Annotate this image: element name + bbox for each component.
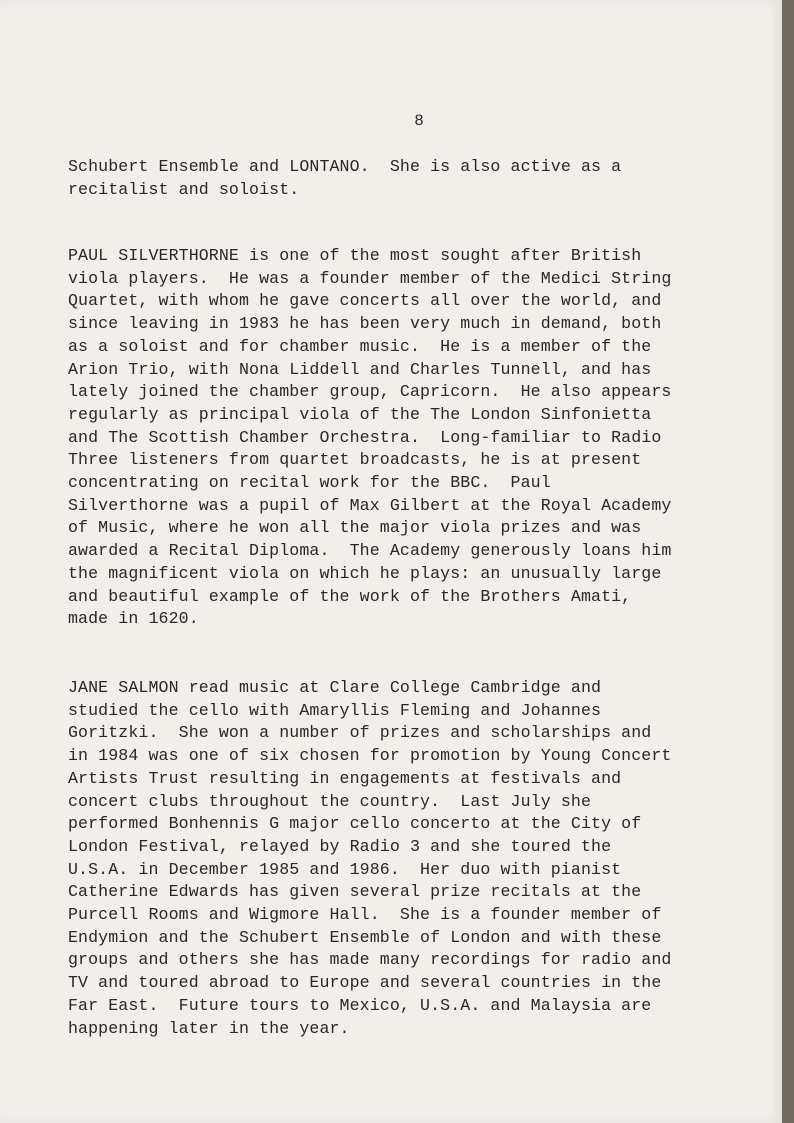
text-line: concert clubs throughout the country. Last July she bbox=[68, 791, 592, 811]
text-line: viola players. He was a founder member of the Medici String bbox=[68, 268, 672, 288]
text-line: groups and others she has made many recordings for radio and bbox=[68, 950, 672, 970]
text-line: Artists Trust resulting in engagements at festivals and bbox=[68, 768, 622, 788]
text-line: PAUL SILVERTHORNE is one of the most sought after British bbox=[68, 246, 642, 265]
paragraph-paul-silverthorne bbox=[68, 245, 768, 631]
text-line: Catherine Edwards has given several prize recitals at the bbox=[68, 882, 642, 902]
text-line: of Music, where he won all the major viola prizes and was bbox=[68, 518, 642, 538]
paragraph-schubert-ensemble bbox=[68, 156, 768, 201]
text-line: Far East. Future tours to Mexico, U.S.A. and Malaysia are bbox=[68, 995, 652, 1015]
text-line: Goritzki. She won a number of prizes and scholarships and bbox=[68, 723, 652, 743]
text-line: Schubert Ensemble and LONTANO. She is also active as a bbox=[68, 157, 622, 176]
text-line: Three listeners from quartet broadcasts, he is at present bbox=[68, 450, 642, 470]
text-line: happening later in the year. bbox=[68, 1018, 350, 1038]
text-line: lately joined the chamber group, Capricorn. He also appears bbox=[68, 382, 672, 402]
text-line: awarded a Recital Diploma. The Academy generously loans him bbox=[68, 541, 672, 561]
text-line: in 1984 was one of six chosen for promotion by Young Concert bbox=[68, 746, 672, 766]
text-line: Silverthorne was a pupil of Max Gilbert at the Royal Academy bbox=[68, 495, 672, 515]
text-line: U.S.A. in December 1985 and 1986. Her duo with pianist bbox=[68, 859, 622, 879]
text-line: regularly as principal viola of the The London Sinfonietta bbox=[68, 404, 652, 424]
text-line: and beautiful example of the work of the Brothers Amati, bbox=[68, 586, 632, 606]
text-line: TV and toured abroad to Europe and several countries in the bbox=[68, 973, 662, 993]
text-line: Endymion and the Schubert Ensemble of London and with these bbox=[68, 927, 662, 947]
text-line: concentrating on recital work for the BBC. Paul bbox=[68, 473, 551, 493]
text-line: Quartet, with whom he gave concerts all over the world, and bbox=[68, 291, 662, 311]
text-line: since leaving in 1983 he has been very much in demand, both bbox=[68, 314, 662, 334]
text-line: London Festival, relayed by Radio 3 and she toured the bbox=[68, 836, 612, 856]
text-line: Purcell Rooms and Wigmore Hall. She is a founder member of bbox=[68, 905, 662, 925]
text-line: as a soloist and for chamber music. He is a member of the bbox=[68, 336, 652, 356]
text-line: Arion Trio, with Nona Liddell and Charles Tunnell, and has bbox=[68, 359, 652, 379]
text-line: made in 1620. bbox=[68, 609, 199, 629]
text-line: JANE SALMON read music at Clare College Cambridge and bbox=[68, 678, 602, 697]
text-line: recitalist and soloist. bbox=[68, 179, 300, 199]
text-line: the magnificent viola on which he plays: an unusually large bbox=[68, 563, 662, 583]
text-line: performed Bonhennis G major cello concerto at the City of bbox=[68, 814, 642, 834]
text-line: studied the cello with Amaryllis Fleming and Johannes bbox=[68, 700, 602, 720]
text-line: and The Scottish Chamber Orchestra. Long-familiar to Radio bbox=[68, 427, 662, 447]
paragraph-jane-salmon bbox=[68, 677, 768, 1040]
page-number: 8 bbox=[414, 112, 424, 130]
